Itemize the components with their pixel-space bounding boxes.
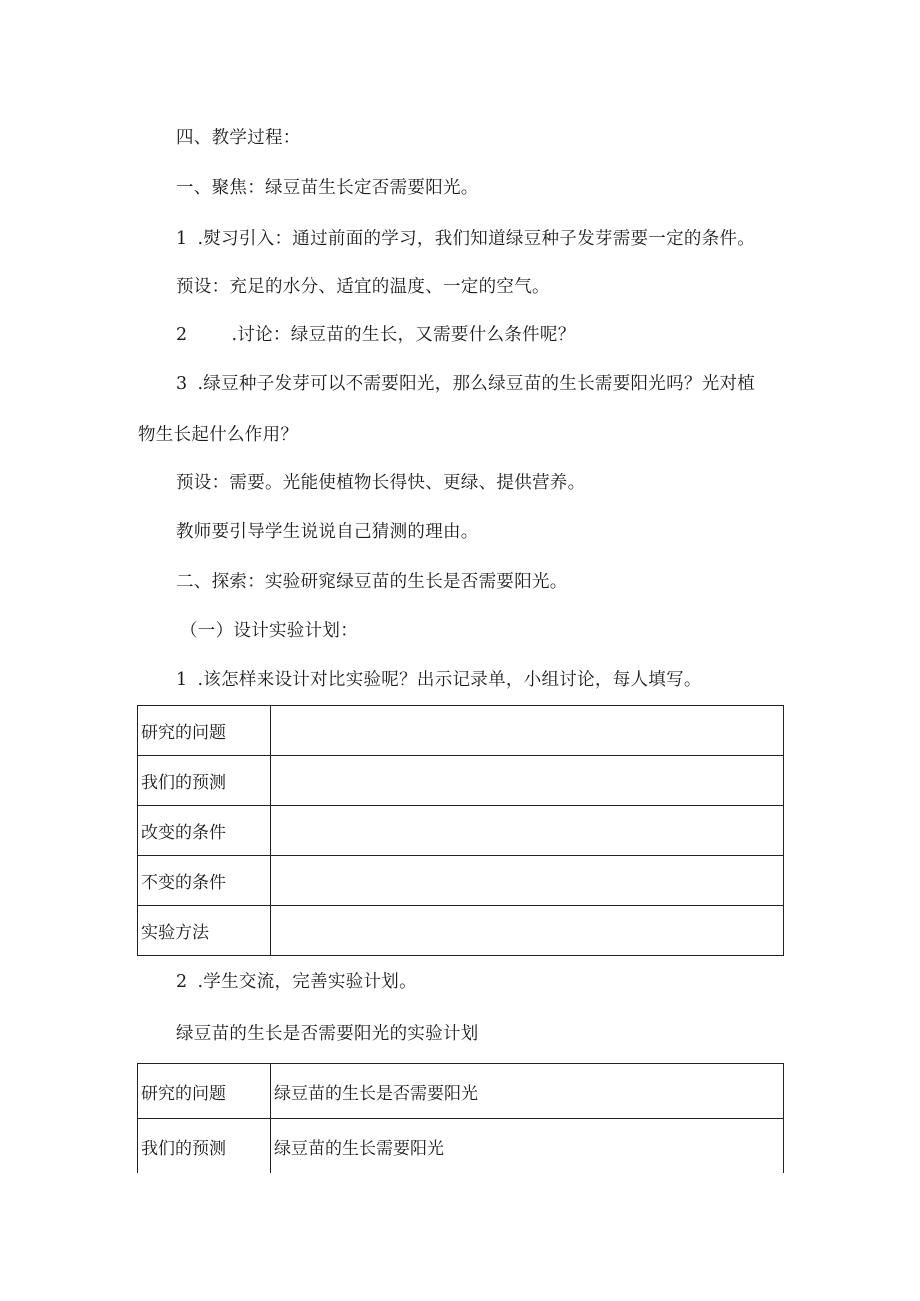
item-number: 3: [176, 374, 188, 394]
item-number: 2: [176, 972, 188, 992]
row-label: 改变的条件: [138, 806, 271, 856]
paragraph-preset-1: 预设：充足的水分、适宜的温度、一定的空气。: [176, 277, 550, 297]
row-value: [271, 856, 784, 906]
item-text: .绿豆种子发芽可以不需要阳光，那么绿豆苗的生长需要阳光吗？光对植: [197, 374, 756, 394]
table-row: [138, 1064, 784, 1119]
row-label: 研究的问题: [138, 706, 271, 756]
paragraph-design-question: [176, 668, 702, 692]
item-text: .讨论：绿豆苗的生长，又需要什么条件呢？: [231, 325, 576, 345]
paragraph-discussion: [176, 323, 576, 347]
table-row: [138, 806, 784, 856]
row-label: 我们的预测: [138, 756, 271, 806]
row-label: 不变的条件: [138, 856, 271, 906]
subheading-design-plan: （一）设计实验计划：: [180, 621, 358, 641]
item-number: 1: [176, 229, 188, 249]
row-label: 研究的问题: [138, 1064, 271, 1119]
table-row: [138, 1119, 784, 1174]
table-row: [138, 906, 784, 956]
item-text: .学生交流，完善实验计划。: [197, 972, 417, 992]
row-value: [271, 906, 784, 956]
plan-table-caption: 绿豆苗的生长是否需要阳光的实验计划: [176, 1024, 479, 1044]
paragraph-preset-2: 预设：需要。光能使植物长得快、更绿、提供营养。: [176, 473, 586, 493]
experiment-plan-table: [137, 1063, 784, 1173]
row-label: 实验方法: [138, 906, 271, 956]
table-row: [138, 856, 784, 906]
paragraph-teacher-guide: 教师要引导学生说说自己猜测的理由。: [176, 522, 479, 542]
row-label: 我们的预测: [138, 1119, 271, 1174]
explore-heading: 二、探索：实验研窕绿豆苗的生长是否需要阳光。: [176, 572, 568, 592]
item-text: .熨习引入：通过前面的学习，我们知道绿豆种子发芽需要一定的条件。: [197, 229, 756, 249]
row-value: [271, 756, 784, 806]
item-text: .该怎样来设计对比实验呢？出示记录单，小组讨论，每人填写。: [197, 670, 702, 690]
paragraph-student-exchange: [176, 970, 417, 994]
paragraph-review-intro: [176, 227, 755, 251]
table-row: [138, 756, 784, 806]
item-number: 1: [176, 670, 188, 690]
focus-heading: 一、聚焦：绿豆苗生长定否需要阳光。: [176, 178, 479, 198]
section-heading-teaching-process: 四、教学过程：: [176, 128, 301, 148]
row-value: [271, 706, 784, 756]
record-sheet-table: [137, 705, 784, 956]
paragraph-question: [176, 372, 755, 396]
paragraph-question-continued: 物生长起什么作用？: [138, 425, 299, 445]
row-value: 绿豆苗的生长需要阳光: [271, 1119, 784, 1174]
row-value: [271, 806, 784, 856]
item-number: 2: [176, 325, 188, 345]
table-row: [138, 706, 784, 756]
row-value: 绿豆苗的生长是否需要阳光: [271, 1064, 784, 1119]
